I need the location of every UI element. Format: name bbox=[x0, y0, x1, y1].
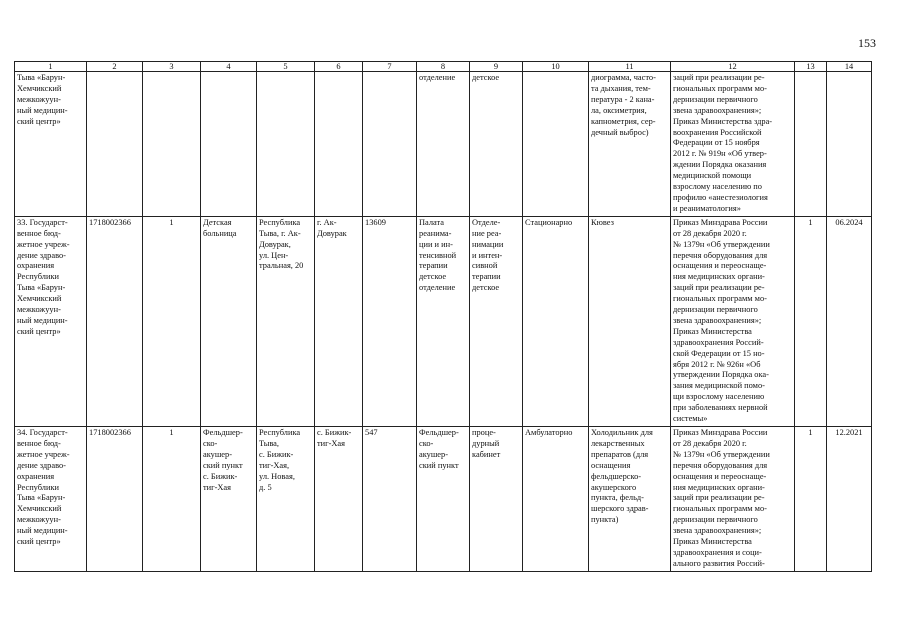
inn-cell: 1718002366 bbox=[87, 427, 143, 572]
header-cell: 11 bbox=[589, 62, 671, 72]
equipment-cell: Холодильник для лекарственных препаратов (для оснащения фельдшерско- акушерского пункта, фельд- шерского здрав- пункта) bbox=[589, 427, 671, 572]
header-cell: 12 bbox=[671, 62, 795, 72]
table-header-row bbox=[15, 62, 872, 72]
header-cell: 1 bbox=[15, 62, 87, 72]
organization-cell: Тыва «Барун- Хемчикский межкожуун- ный медицин- ский центр» bbox=[15, 72, 87, 217]
facility-cell bbox=[201, 72, 257, 217]
organization-cell: 33. Государст- венное бюд- жетное учреж- дение здраво- охранения Республики Тыва «Барун- Хемчикский межкожуун- ный медицин- ский центр» bbox=[15, 216, 87, 426]
equipment-cell: Кювез bbox=[589, 216, 671, 426]
quantity-cell: 1 bbox=[795, 427, 827, 572]
date-cell: 12.2021 bbox=[827, 427, 872, 572]
header-cell: 7 bbox=[363, 62, 417, 72]
header-cell: 13 bbox=[795, 62, 827, 72]
equipment-table bbox=[14, 61, 872, 572]
regulation-cell: заций при реализации ре- гиональных программ мо- дернизации первичного звена здравоохранения»; Приказ Министерства здра- воохранения Российской Федерации от 15 ноября 2012 г. № 919н «Об утвер- ждении Порядка оказания медицинской помощи взрослому населению по профилю «анестезиология и реаниматология» bbox=[671, 72, 795, 217]
facility-cell: Детская больница bbox=[201, 216, 257, 426]
page-number: 153 bbox=[858, 36, 876, 50]
date-cell: 06.2024 bbox=[827, 216, 872, 426]
table-row bbox=[15, 216, 872, 426]
organization-cell: 34. Государст- венное бюд- жетное учреж- дение здраво- охранения Республики Тыва «Барун- Хемчикский межкожуун- ный медицин- ский центр» bbox=[15, 427, 87, 572]
settlement-cell: г. Ак- Довурак bbox=[315, 216, 363, 426]
header-cell: 2 bbox=[87, 62, 143, 72]
unit-cell: Фельдшер- ско- акушер- ский пункт bbox=[417, 427, 470, 572]
population-cell: 13609 bbox=[363, 216, 417, 426]
header-cell: 6 bbox=[315, 62, 363, 72]
unit-cell: отделение bbox=[417, 72, 470, 217]
header-cell: 14 bbox=[827, 62, 872, 72]
date-cell bbox=[827, 72, 872, 217]
inn-cell: 1718002366 bbox=[87, 216, 143, 426]
table-row bbox=[15, 72, 872, 217]
header-cell: 4 bbox=[201, 62, 257, 72]
table-row bbox=[15, 427, 872, 572]
address-cell bbox=[257, 72, 315, 217]
settlement-cell bbox=[315, 72, 363, 217]
count-cell: 1 bbox=[143, 427, 201, 572]
facility-cell: Фельдшер- ско- акушер- ский пункт с. Бижик- тиг-Хая bbox=[201, 427, 257, 572]
inn-cell bbox=[87, 72, 143, 217]
population-cell: 547 bbox=[363, 427, 417, 572]
regulation-cell: Приказ Минздрава России от 28 декабря 2020 г. № 1379н «Об утверждении перечня оборудования для оснащения и переоснаще- ния медицинских органи- заций при реализации ре- гиональных программ мо- дернизации первичного звена здравоохранения»; Приказ Министерства здравоохранения и соци- ального развития Россий- bbox=[671, 427, 795, 572]
care-mode-cell: Амбулаторно bbox=[523, 427, 589, 572]
header-cell: 8 bbox=[417, 62, 470, 72]
department-cell: проце- дурный кабинет bbox=[470, 427, 523, 572]
department-cell: Отделе- ние реа- нимации и интен- сивной терапии детское bbox=[470, 216, 523, 426]
count-cell bbox=[143, 72, 201, 217]
header-cell: 10 bbox=[523, 62, 589, 72]
regulation-cell: Приказ Минздрава России от 28 декабря 2020 г. № 1379н «Об утверждении перечня оборудования для оснащения и переоснаще- ния медицинских органи- заций при реализации ре- гиональных программ мо- дернизации первичного звена здравоохранения»; Приказ Министерства здравоохранения Россий- ской Федерации от 15 но- ября 2012 г. № 926н «Об утверждении Порядка ока- зания медицинской помо- щи взрослому населению при заболеваниях нервной системы» bbox=[671, 216, 795, 426]
header-cell: 3 bbox=[143, 62, 201, 72]
header-cell: 5 bbox=[257, 62, 315, 72]
address-cell: Республика Тыва, с. Бижик- тиг-Хая, ул. Новая, д. 5 bbox=[257, 427, 315, 572]
unit-cell: Палата реанима- ции и ин- тенсивной терапии детское отделение bbox=[417, 216, 470, 426]
address-cell: Республика Тыва, г. Ак- Довурак, ул. Цен- тральная, 20 bbox=[257, 216, 315, 426]
header-cell: 9 bbox=[470, 62, 523, 72]
care-mode-cell bbox=[523, 72, 589, 217]
settlement-cell: с. Бижик- тиг-Хая bbox=[315, 427, 363, 572]
population-cell bbox=[363, 72, 417, 217]
care-mode-cell: Стационарно bbox=[523, 216, 589, 426]
count-cell: 1 bbox=[143, 216, 201, 426]
department-cell: детское bbox=[470, 72, 523, 217]
quantity-cell bbox=[795, 72, 827, 217]
quantity-cell: 1 bbox=[795, 216, 827, 426]
equipment-cell: диограмма, часто- та дыхания, тем- пература - 2 кана- ла, оксиметрия, капнометрия, сер- дечный выброс) bbox=[589, 72, 671, 217]
